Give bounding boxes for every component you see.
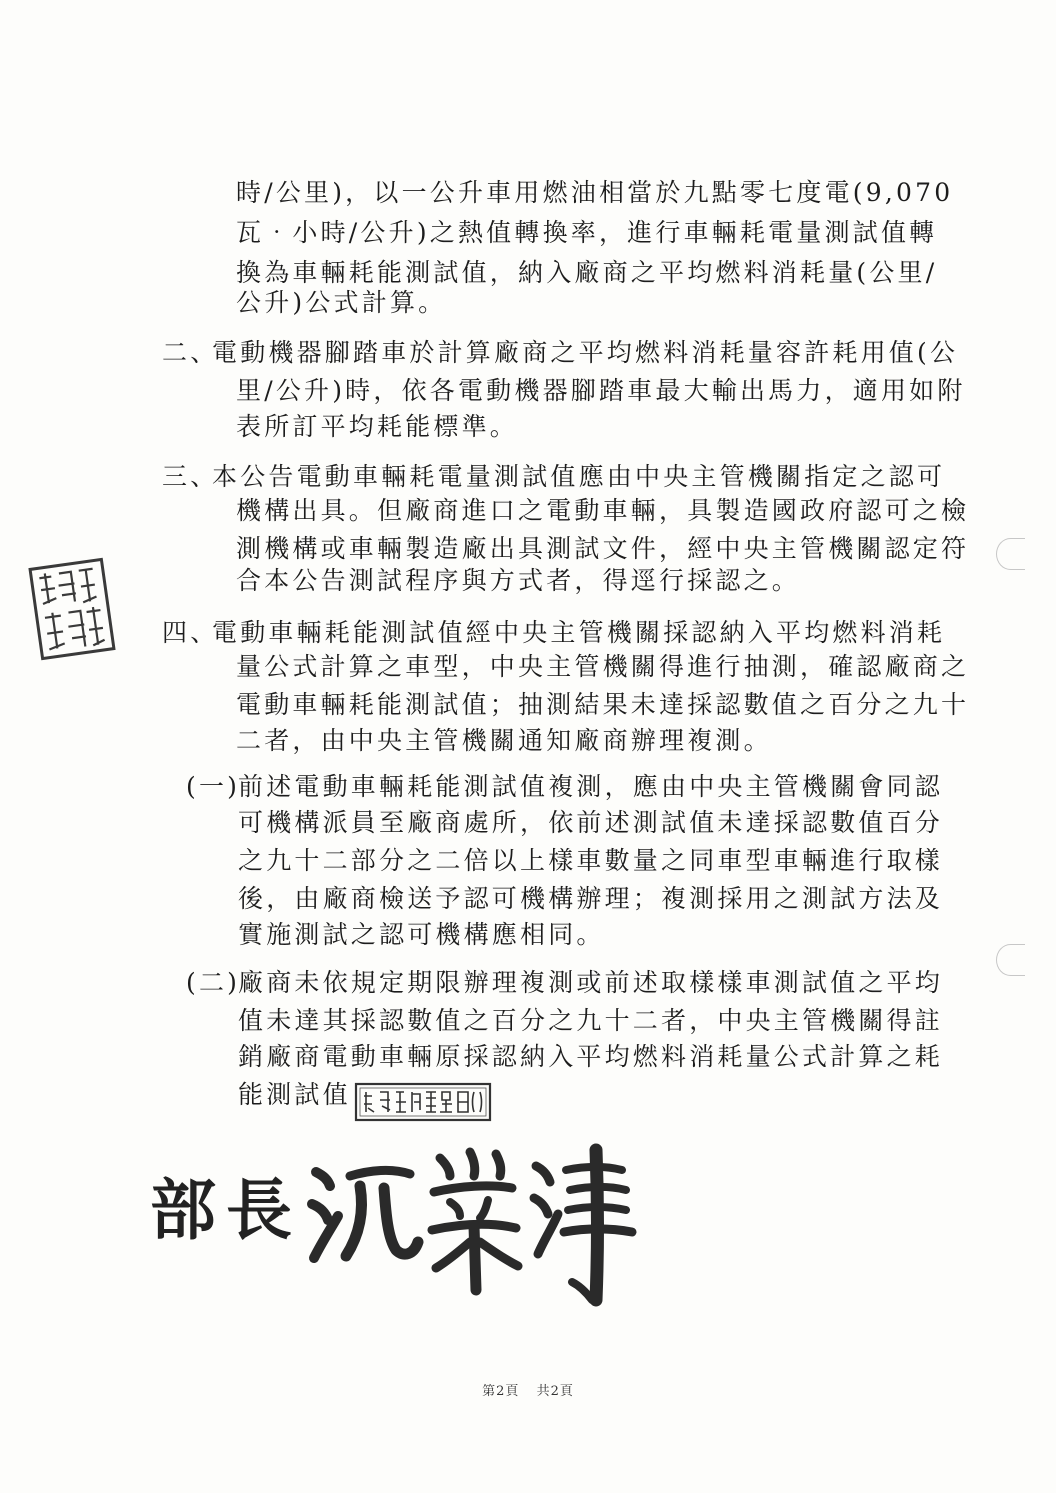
section-3-line-2: 機構出具。但廠商進口之電動車輛，具製造國政府認可之檢 <box>236 496 970 525</box>
section-4-line-2: 量公式計算之車型，中央主管機關得進行抽測，確認廠商之 <box>236 652 970 681</box>
section-4-line-3: 電動車輛耗能測試值；抽測結果未達採認數值之百分之九十 <box>236 690 970 719</box>
page-total: 共2頁 <box>536 1384 574 1399</box>
section-number-2: 二、 <box>162 338 219 367</box>
item-1-line-3: 之九十二部分之二倍以上樣車數量之同車型車輛進行取樣 <box>238 846 944 875</box>
page-number: 第2頁 <box>482 1384 520 1399</box>
department-seal-stamp <box>354 1080 492 1126</box>
item-number-2: (二) <box>186 968 241 997</box>
continuation-line-4: 公升)公式計算。 <box>236 288 447 317</box>
continuation-line-2: 瓦‧小時/公升)之熱值轉換率，進行車輛耗電量測試值轉 <box>236 218 938 247</box>
section-2-line-1: 電動機器腳踏車於計算廠商之平均燃料消耗量容許耗用值(公 <box>212 338 959 367</box>
item-2-line-2: 值未達其採認數值之百分之九十二者，中央主管機關得註 <box>238 1006 944 1035</box>
item-2-line-1: 廠商未依規定期限辦理複測或前述取樣樣車測試值之平均 <box>238 968 944 997</box>
item-1-line-5: 實施測試之認可機構應相同。 <box>238 920 605 949</box>
item-2-line-3: 銷廠商電動車輛原採認納入平均燃料消耗量公式計算之耗 <box>238 1042 944 1071</box>
continuation-line-3: 換為車輛耗能測試值，納入廠商之平均燃料消耗量(公里/ <box>236 258 938 287</box>
item-1-line-1: 前述電動車輛耗能測試值複測，應由中央主管機關會同認 <box>238 772 944 801</box>
section-3-line-1: 本公告電動車輛耗電量測試值應由中央主管機關指定之認可 <box>212 462 946 491</box>
section-2-line-2: 里/公升)時，依各電動機器腳踏車最大輸出馬力，適用如附 <box>236 376 966 405</box>
minister-signature <box>300 1130 640 1310</box>
section-2-line-3: 表所訂平均耗能標準。 <box>236 412 519 441</box>
section-3-line-4: 合本公告測試程序與方式者，得逕行採認之。 <box>236 566 801 595</box>
section-4-line-1: 電動車輛耗能測試值經中央主管機關採認納入平均燃料消耗 <box>212 618 946 647</box>
punch-hole-top <box>996 538 1025 570</box>
section-number-3: 三、 <box>162 462 219 491</box>
item-number-1: (一) <box>186 772 241 801</box>
section-number-4: 四、 <box>162 618 219 647</box>
item-1-line-2: 可機構派員至廠商處所，依前述測試值未達採認數值百分 <box>238 808 944 837</box>
page-footer <box>0 1380 1056 1399</box>
item-2-line-4: 能測試值 <box>238 1080 351 1109</box>
punch-hole-bottom <box>996 944 1025 976</box>
section-4-line-4: 二者，由中央主管機關通知廠商辦理複測。 <box>236 726 772 755</box>
continuation-line-1: 時/公里)，以一公升車用燃油相當於九點零七度電(9,070 <box>236 178 954 207</box>
section-3-line-3: 測機構或車輛製造廠出具測試文件，經中央主管機關認定符 <box>236 534 970 563</box>
seam-stamp <box>26 555 119 663</box>
item-1-line-4: 後，由廠商檢送予認可機構辦理；複測採用之測試方法及 <box>238 884 944 913</box>
minister-title: 部長 <box>150 1171 302 1249</box>
